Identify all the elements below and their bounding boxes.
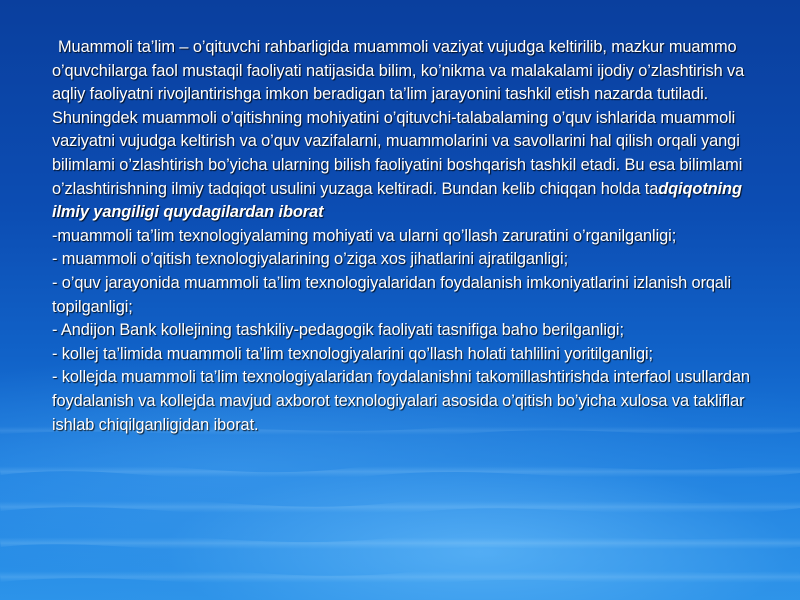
list-item: - Andijon Bank kollejining tashkiliy-pedagogik faoliyati tasnifiga baho berilganligi; <box>52 321 624 340</box>
slide-body-text <box>52 36 764 437</box>
list-item: - muammoli o’qitish texnologiyalarining o’ziga xos jihatlarini ajratilganligi; <box>52 250 569 269</box>
intro-text: Muammoli ta’lim – o’qituvchi rahbarligida muammoli vaziyat vujudga keltirilib, mazkur muammo o’quvchilarga faol mustaqil faoliyati natijasida bilim, ko’nikma va malakalami ijodiy o’zlashtirish va aqliy faoliyatni rivojlantirishga imkon beradigan ta’lim jarayonini tashkil etish nazarda tutiladi. Shuningdek muammoli o’qitishning mohiyatini o’qituvchi-talabalaming o’quv ishlarida muammoli vaziyatni vujudga keltirish va o’quv vazifalarni, muammolarini va savollarini hal qilish orqali yangi bilimlami o’zlashtirish bo’yicha ularning bilish faoliyatini boshqarish tashkil etadi. Bu esa bilimlami o’zlashtirishning ilmiy tadqiqot usulini yuzaga keltiradi. Bundan kelib chiqqan holda ta <box>52 38 745 198</box>
intro-paragraph <box>52 36 764 225</box>
list-item: - kollejda muammoli ta’lim texnologiyalaridan foydalanishni takomillashtirishda interfaol usullardan foydalanish va kollejda mavjud axborot texnologiyalari asosida o’qitish bo’yicha xulosa va takliflar ishlab chiqilganligidan iborat. <box>52 368 750 434</box>
emphasis-text: dqiqotning ilmiy yangiligi quydagilardan iborat <box>52 179 742 222</box>
list-item: - kollej ta’limida muammoli ta’lim texnologiyalarini qo’llash holati tahlilini yoritilganligi; <box>52 344 653 363</box>
list-item: -muammoli ta’lim texnologiyalaming mohiyati va ularni qo’llash zaruratini o’rganilganligi; <box>52 226 677 245</box>
list-item: - o’quv jarayonida muammoli ta’lim texnologiyalaridan foydalanish imkoniyatlarini izlanish orqali topilganligi; <box>52 273 732 316</box>
